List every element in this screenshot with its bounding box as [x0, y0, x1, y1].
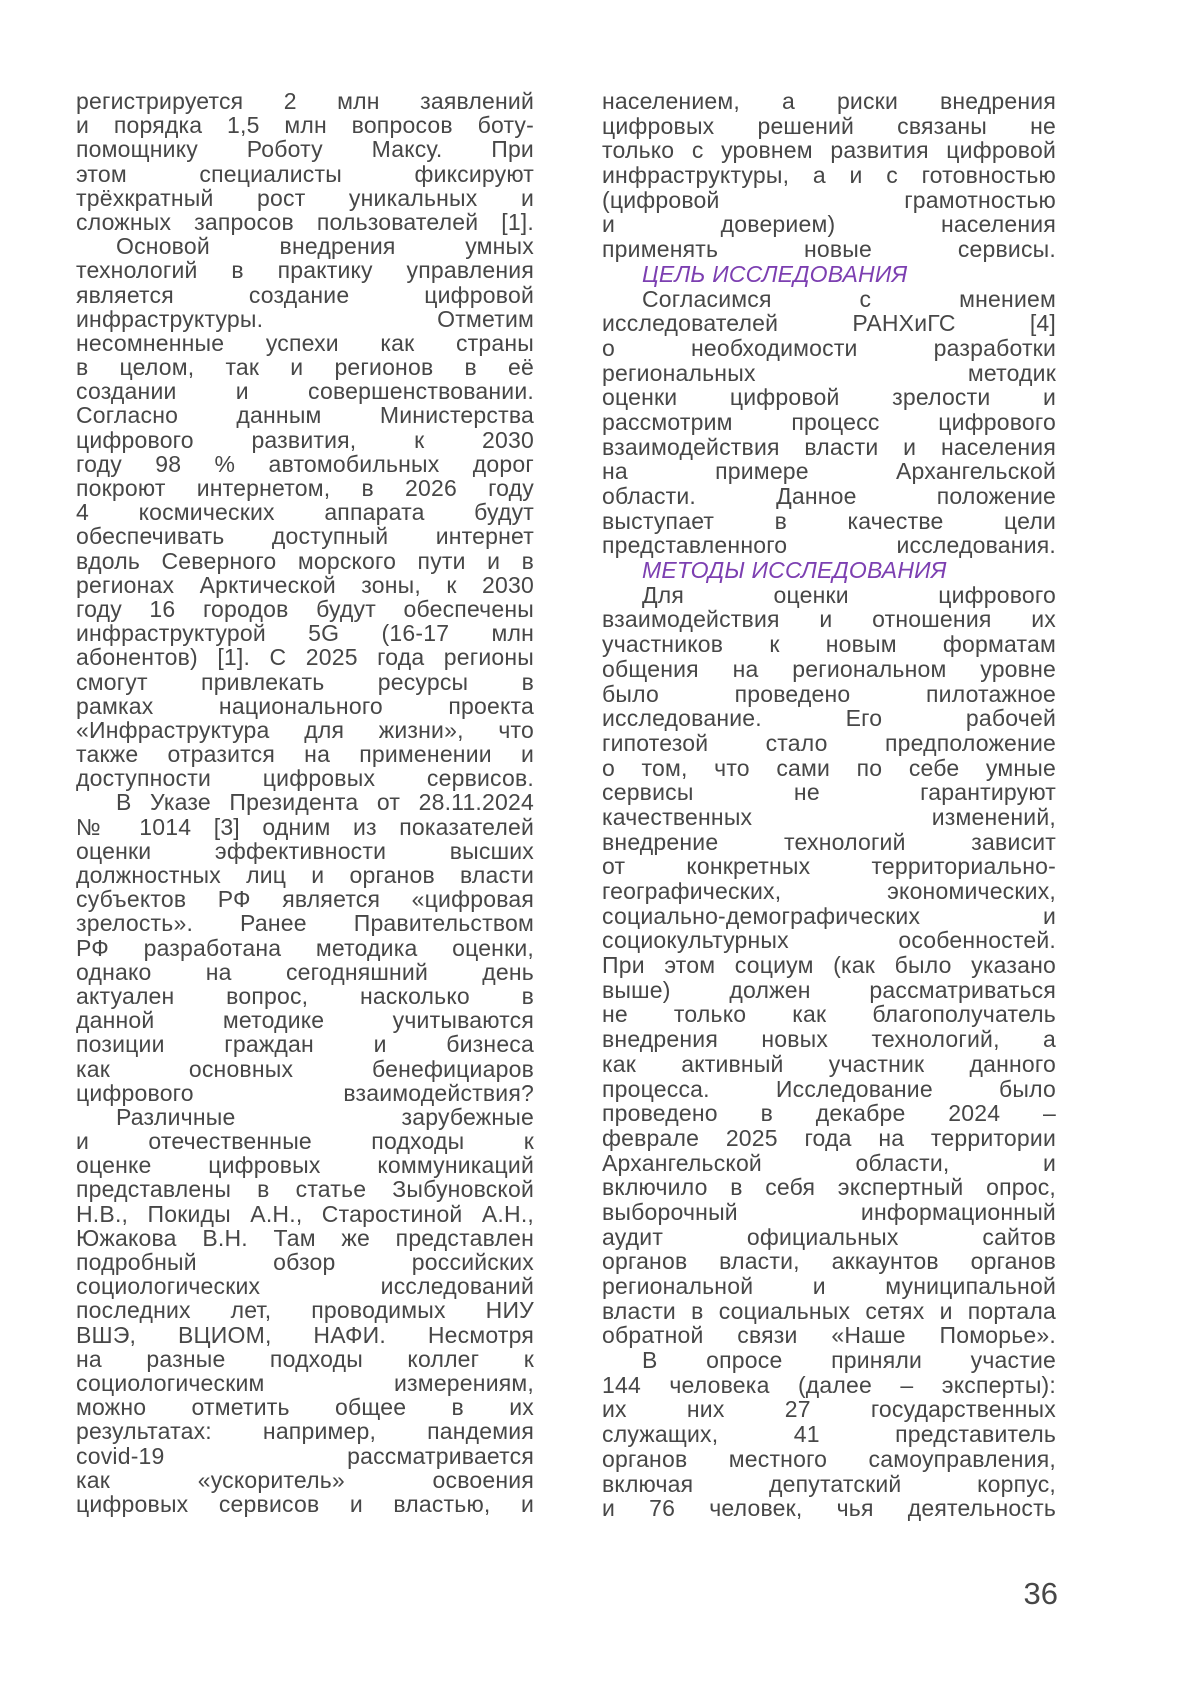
text-line: смогут привлекать ресурсы в [76, 668, 534, 695]
text-line: оценки цифровой зрелости и [602, 384, 1056, 411]
text-line: рамках национального проекта [76, 692, 534, 719]
text-line: регионах Арктической зоны, к 2030 [76, 571, 534, 598]
text-line: «Инфраструктура для жизни», что [76, 716, 534, 743]
text-line: результатах: например, пандемия [76, 1418, 534, 1445]
text-line: только с уровнем развития цифровой [602, 137, 1056, 164]
text-line: данной методике учитываются [76, 1007, 534, 1034]
text-line: как основных бенефициаров [76, 1055, 534, 1082]
text-line: году 98 % автомобильных дорог [76, 450, 534, 477]
text-line: цифрового взаимодействия? [76, 1079, 534, 1106]
text-line: как «ускоритель» освоения [76, 1466, 534, 1493]
text-line: Для оценки цифрового [642, 581, 1056, 608]
text-line: социологических исследований [76, 1273, 534, 1300]
text-line: качественных изменений, [602, 803, 1056, 830]
text-line: выступает в качестве цели [602, 507, 1056, 534]
text-line: выше) должен рассматриваться [602, 976, 1056, 1003]
text-line: ВШЭ, ВЦИОМ, НАФИ. Несмотря [76, 1321, 534, 1348]
text-line: технологий в практику управления [76, 257, 534, 284]
text-line: их них 27 государственных [602, 1396, 1056, 1423]
text-line: covid-19 рассматривается [76, 1442, 534, 1469]
text-line: регистрируется 2 млн заявлений [76, 88, 534, 114]
text-line: обеспечивать доступный интернет [76, 523, 534, 550]
text-line: как активный участник данного [602, 1050, 1056, 1077]
text-line: Н.В., Покиды А.Н., Старостиной А.Н., [76, 1200, 534, 1227]
text-line: рассмотрим процесс цифрового [602, 408, 1056, 435]
text-line: оценке цифровых коммуникаций [76, 1152, 534, 1179]
text-line: также отразится на применении и [76, 741, 534, 768]
text-line: можно отметить общее в их [76, 1394, 534, 1421]
text-line: подробный обзор российских [76, 1249, 534, 1275]
text-line: При этом социум (как было указано [602, 952, 1056, 979]
text-line: участников к новым форматам [602, 631, 1056, 658]
text-line: области. Данное положение [602, 483, 1056, 509]
text-line: помощнику Роботу Максу. При [76, 136, 534, 163]
text-line: сервисы не гарантируют [602, 779, 1056, 806]
text-line: зрелость». Ранее Правительством [76, 910, 534, 937]
text-line: Архангельской области, и [602, 1149, 1056, 1176]
text-line: исследователей РАНХиГС [4] [602, 310, 1056, 337]
text-line: общения на региональном уровне [602, 655, 1056, 682]
text-line: о том, что сами по себе умные [602, 754, 1056, 781]
text-line: Различные зарубежные [116, 1103, 534, 1130]
text-line: внедрения новых технологий, а [602, 1026, 1056, 1053]
text-line: взаимодействия и отношения их [602, 606, 1056, 633]
text-line: в целом, так и регионов в её [76, 354, 534, 381]
text-line: Южакова В.Н. Там же представлен [76, 1224, 534, 1251]
text-line: Согласно данным Министерства [76, 402, 534, 429]
text-line: является создание цифровой [76, 281, 534, 308]
text-line: социокультурных особенностей. [602, 927, 1056, 954]
text-line: выборочный информационный [602, 1198, 1056, 1225]
text-line: обратной связи «Наше Поморье». [602, 1322, 1056, 1349]
text-line: и доверием) населения [602, 211, 1056, 238]
text-line: сложных запросов пользователей [1]. [76, 208, 534, 235]
text-line: В Указе Президента от 28.11.2024 [116, 789, 534, 816]
text-line: цифровых решений связаны не [602, 112, 1056, 139]
text-line: было проведено пилотажное [602, 680, 1056, 707]
text-line: (цифровой грамотностью [602, 186, 1056, 213]
text-line: и отечественные подходы к [76, 1128, 534, 1155]
left-text-column [76, 89, 534, 1516]
text-line: трёхкратный рост уникальных и [76, 184, 534, 211]
text-line: 144 человека (далее – эксперты): [602, 1371, 1056, 1398]
text-line: на разные подходы коллег к [76, 1345, 534, 1372]
section-heading: ЦЕЛЬ ИССЛЕДОВАНИЯ [642, 260, 908, 287]
text-line: Основой внедрения умных [116, 233, 534, 260]
text-line: представленного исследования. [602, 532, 1056, 559]
text-line: создании и совершенствовании. [76, 378, 534, 405]
text-line: доступности цифровых сервисов. [76, 765, 534, 792]
text-line: процесса. Исследование было [602, 1075, 1056, 1102]
text-line: власти в социальных сетях и портала [602, 1297, 1056, 1324]
text-line: инфраструктуры. Отметим [76, 305, 534, 332]
text-line: актуален вопрос, насколько в [76, 982, 534, 1009]
text-line: В опросе приняли участие [642, 1347, 1056, 1374]
text-line: проведено в декабре 2024 – [602, 1100, 1056, 1127]
text-line: этом специалисты фиксируют [76, 160, 534, 187]
text-line: региональных методик [602, 359, 1056, 386]
text-line: году 16 городов будут обеспечены [76, 595, 534, 622]
text-line: несомненные успехи как страны [76, 329, 534, 356]
text-line: 4 космических аппарата будут [76, 499, 534, 526]
text-line: и порядка 1,5 млн вопросов боту- [76, 112, 534, 139]
text-line: региональной и муниципальной [602, 1273, 1056, 1299]
text-line: однако на сегодняшний день [76, 958, 534, 985]
text-line: органов власти, аккаунтов органов [602, 1248, 1056, 1275]
text-line: внедрение технологий зависит [602, 828, 1056, 855]
text-line: включая депутатский корпус, [602, 1470, 1056, 1497]
text-line: социологическим измерениям, [76, 1369, 534, 1396]
text-line: о необходимости разработки [602, 334, 1056, 361]
text-line: исследование. Его рабочей [602, 705, 1056, 732]
text-line: инфраструктуры, а и с готовностью [602, 162, 1056, 189]
text-line: взаимодействия власти и населения [602, 433, 1056, 460]
text-line: Согласимся с мнением [642, 285, 1056, 312]
text-line: на примере Архангельской [602, 458, 1056, 485]
text-line: включило в себя экспертный опрос, [602, 1174, 1056, 1201]
right-text-column [602, 89, 1056, 1521]
text-line: социально-демографических и [602, 902, 1056, 929]
text-line: не только как благополучатель [602, 1001, 1056, 1028]
text-line: должностных лиц и органов власти [76, 862, 534, 888]
text-line: № 1014 [3] одним из показателей [76, 813, 534, 840]
text-line: от конкретных территориально- [602, 853, 1056, 880]
text-line: покроют интернетом, в 2026 году [76, 475, 534, 501]
text-line: РФ разработана методика оценки, [76, 934, 534, 961]
text-line: феврале 2025 года на территории [602, 1124, 1056, 1151]
text-line: абонентов) [1]. С 2025 года регионы [76, 644, 534, 671]
text-line: служащих, 41 представитель [602, 1421, 1056, 1448]
text-line: субъектов РФ является «цифровая [76, 886, 534, 913]
text-line: цифровых сервисов и властью, и [76, 1490, 534, 1517]
text-line: применять новые сервисы. [602, 236, 1056, 263]
text-line: населением, а риски внедрения [602, 88, 1056, 114]
text-line: оценки эффективности высших [76, 837, 534, 864]
text-line: цифрового развития, к 2030 [76, 426, 534, 453]
text-line: гипотезой стало предположение [602, 729, 1056, 756]
page-number: 36 [1023, 1576, 1058, 1611]
text-line: позиции граждан и бизнеса [76, 1031, 534, 1058]
text-line: аудит официальных сайтов [602, 1223, 1056, 1250]
text-line: и 76 человек, чья деятельность [602, 1495, 1056, 1522]
text-line: вдоль Северного морского пути и в [76, 547, 534, 574]
text-line: географических, экономических, [602, 878, 1056, 904]
text-line: последних лет, проводимых НИУ [76, 1297, 534, 1324]
section-heading: МЕТОДЫ ИССЛЕДОВАНИЯ [642, 557, 947, 584]
text-line: органов местного самоуправления, [602, 1445, 1056, 1472]
text-line: инфраструктурой 5G (16-17 млн [76, 620, 534, 647]
text-line: представлены в статье Зыбуновской [76, 1176, 534, 1203]
